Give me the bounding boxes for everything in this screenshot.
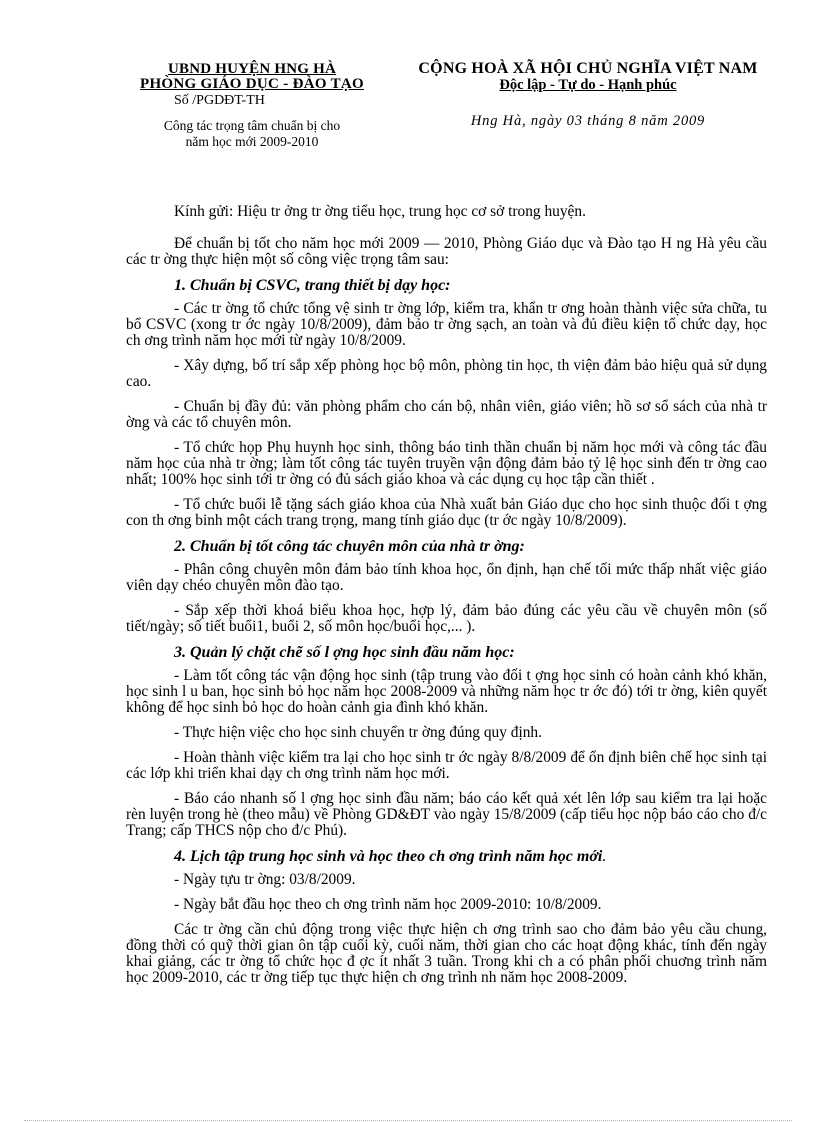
document-number: Số /PGDĐT-TH [174,93,265,108]
section-3-item: - Làm tốt công tác vận động học sinh (tập trung vào đối t ợng học sinh có hoàn cảnh khó khăn, học sinh l u ban, học sinh bỏ học năm học 2008-2009 và những năm học tr ớc đó) tới tr ờng, kiên quyết không để học sinh bỏ học do hoàn cảnh gia đình khó khăn. [126,667,767,716]
department-name: PHÒNG GIÁO DỤC - ĐÀO TẠO [139,76,364,92]
section-1-heading: 1. Chuẩn bị CSVC, trang thiết bị dạy học: [174,277,451,294]
section-1-item: - Chuẩn bị đầy đủ: văn phòng phẩm cho cán bộ, nhân viên, giáo viên; hồ sơ sổ sách của nhà tr ờng và các tổ chuyên môn. [126,398,767,431]
page-bottom-divider [24,1120,792,1121]
section-4-heading-text: 4. Lịch tập trung học sinh và học theo ch ơng trình năm học mới [174,848,603,865]
section-4-heading [126,848,767,865]
section-4-item: - Ngày bắt đầu học theo ch ơng trình năm học 2009-2010: 10/8/2009. [174,896,602,913]
section-2-item: - Phân công chuyên môn đảm bảo tính khoa học, ổn định, hạn chế tối mức thấp nhất việc giáo viên dạy chéo chuyên môn đào tạo. [126,561,767,594]
subject-line-1: Công tác trọng tâm chuẩn bị cho [163,118,341,133]
document-body [126,200,767,995]
agency-name: UBND HUYỆN HNG HÀ [168,61,336,77]
section-3-item: - Báo cáo nhanh số l ợng học sinh đầu năm; báo cáo kết quả xét lên lớp sau kiểm tra lại hoặc rèn luyện trong hè (theo mẫu) về Phòng GD&ĐT vào ngày 15/8/2009 (cấp tiểu học nộp báo cáo cho đ/c Trang; cấp THCS nộp cho đ/c Phú). [126,790,767,839]
greeting: Kính gửi: Hiệu tr ởng tr ờng tiểu học, trung học cơ sở trong huyện. [174,203,586,220]
section-3-item: - Hoàn thành việc kiểm tra lại cho học sinh tr ớc ngày 8/8/2009 để ổn định biên chế học sinh tại các lớp khi triển khai dạy ch ơng trình năm học mới. [126,749,767,782]
place-and-date: Hng Hà, ngày 03 tháng 8 năm 2009 [470,113,706,129]
section-4-item: - Ngày tựu tr ờng: 03/8/2009. [174,871,356,888]
section-3-heading: 3. Quản lý chặt chẽ số l ợng học sinh đầu năm học: [174,644,515,661]
country-name: CỘNG HOÀ XÃ HỘI CHỦ NGHĨA VIỆT NAM [418,60,758,77]
national-motto: Độc lập - Tự do - Hạnh phúc [499,77,677,93]
section-1-item: - Xây dựng, bố trí sắp xếp phòng học bộ môn, phòng tin học, th viện đảm bảo hiệu quả sử dụng cao. [126,357,767,390]
section-1-item: - Các tr ờng tổ chức tổng vệ sinh tr ờng lớp, kiểm tra, khẩn tr ơng hoàn thành việc sửa chữa, tu bổ CSVC (xong tr ớc ngày 10/8/2009), đảm bảo tr ờng sạch, an toàn và đủ điều kiện tổ chức dạy, học ch ơng trình năm học mới từ ngày 10/8/2009. [126,300,767,349]
issuer-block [112,62,392,150]
intro-paragraph: Để chuẩn bị tốt cho năm học mới 2009 — 2010, Phòng Giáo dục và Đào tạo H ng Hà yêu cầu các tr ờng thực hiện một số công việc trọng tâm sau: [126,235,767,268]
closing-paragraph: Các tr ờng cần chủ động trong việc thực hiện ch ơng trình sao cho đảm bảo yêu cầu chung, đồng thời có quỹ thời gian ôn tập cuối kỳ, cuối năm, thời gian cho các hoạt động khác, tính đến ngày khai giảng, các tr ờng tổ chức học đ ợc ít nhất 3 tuần. Trong khi ch a có phân phối chuơng trình năm học 2009-2010, các tr ờng tiếp tục thực hiện ch ơng trình nh năm học 2008-2009. [126,921,767,986]
subject-line-2: năm học mới 2009-2010 [185,134,319,149]
section-1-item: - Tổ chức buổi lễ tặng sách giáo khoa của Nhà xuất bản Giáo dục cho học sinh thuộc đối t ợng con th ơng binh một cách trang trọng, mang tính giáo dục (tr ớc ngày 10/8/2009). [126,496,767,529]
section-1-item: - Tổ chức họp Phụ huynh học sinh, thông báo tinh thần chuẩn bị năm học mới và công tác đầu năm học của nhà tr ờng; làm tốt công tác tuyên truyền vận động đảm bảo tỷ lệ học sinh đến tr ờng cao nhất; 100% học sinh tới tr ờng có đủ sách giáo khoa và các dụng cụ học tập cần thiết . [126,439,767,488]
section-3-item: - Thực hiện việc cho học sinh chuyển tr ờng đúng quy định. [174,724,542,741]
national-header [394,60,782,129]
section-2-item: - Sắp xếp thời khoá biểu khoa học, hợp lý, đảm bảo đúng các yêu cầu về chuyên môn (số tiết/ngày; số tiết buổi1, buổi 2, số môn học/buổi học,... ). [126,602,767,635]
section-4-heading-period: . [602,848,607,865]
section-2-heading: 2. Chuẩn bị tốt công tác chuyên môn của nhà tr ờng: [174,538,525,555]
